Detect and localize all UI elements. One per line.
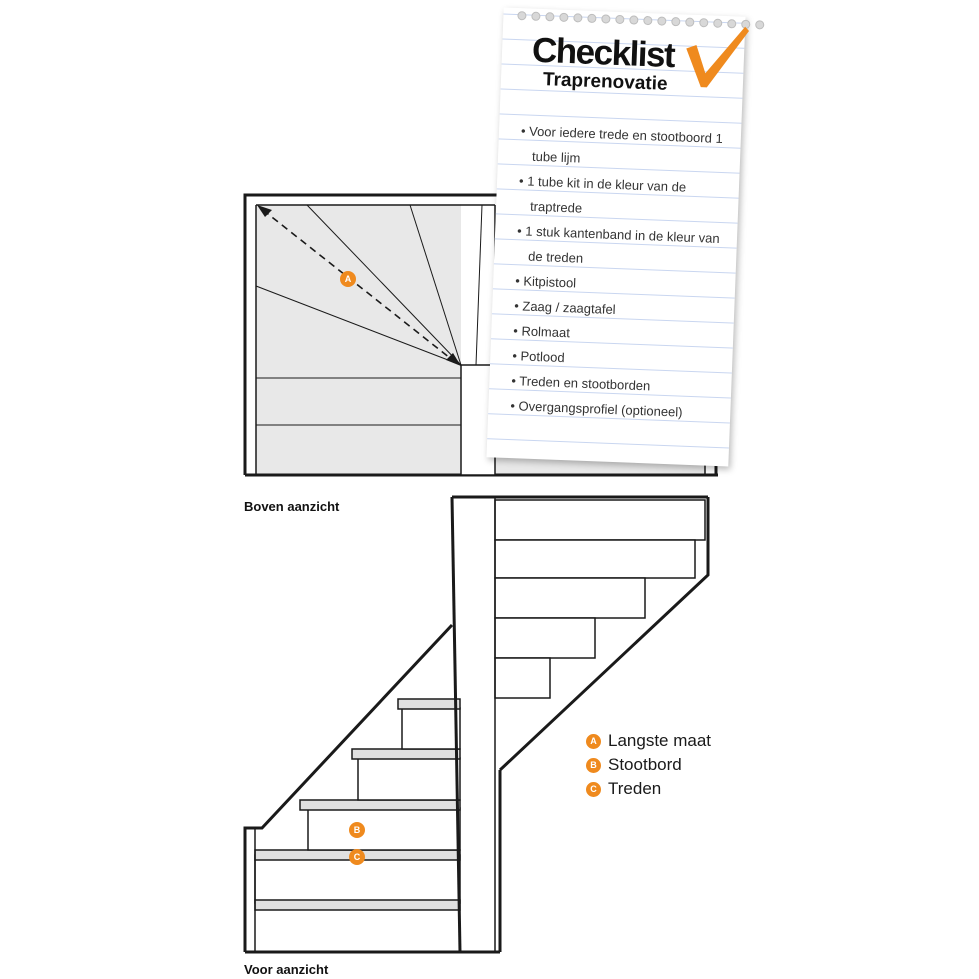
legend-text-c: Treden — [608, 779, 662, 798]
checklist-items — [510, 118, 731, 426]
front-view-label: Voor aanzicht — [244, 962, 329, 977]
upper-riser-2 — [495, 540, 695, 578]
checklist-item: • Zaag / zaagtafel — [514, 298, 616, 318]
top-view-fill — [256, 205, 461, 475]
checklist-item: • Overgangsprofiel (optioneel) — [510, 398, 683, 420]
checklist-subtitle: Traprenovatie — [542, 69, 668, 95]
checklist-item: • Kitpistool — [514, 273, 577, 291]
lower-tread-3 — [352, 749, 460, 759]
legend-text-a: Langste maat — [608, 731, 712, 750]
checklist-item: • 1 tube kit in de kleur van de traptrede — [518, 173, 687, 216]
marker-a: A — [340, 271, 356, 287]
front-view — [245, 497, 708, 952]
upper-flight — [495, 500, 705, 698]
upper-riser-5 — [495, 658, 550, 698]
legend-badge-a: A — [586, 734, 601, 749]
lower-riser-3 — [358, 758, 460, 800]
legend-row-a — [586, 729, 711, 753]
checklist-note — [486, 8, 745, 467]
upper-riser-4 — [495, 618, 595, 658]
legend-badge-b: B — [586, 758, 601, 773]
legend — [586, 729, 711, 801]
winder-line-4 — [476, 205, 482, 365]
legend-row-c — [586, 777, 711, 801]
checkmark-icon — [681, 20, 754, 93]
upper-riser-3 — [495, 578, 645, 618]
lower-riser-2 — [308, 808, 460, 850]
checklist-item: • Rolmaat — [513, 323, 571, 341]
legend-badge-c: C — [586, 782, 601, 797]
top-view-label: Boven aanzicht — [244, 499, 340, 514]
legend-row-b — [586, 753, 711, 777]
legend-text-b: Stootbord — [608, 755, 682, 774]
marker-c: C — [349, 849, 365, 865]
checklist-item: • 1 stuk kantenband in de kleur van de treden — [516, 223, 720, 266]
checklist-item: • Treden en stootborden — [511, 373, 651, 394]
lower-tread-2 — [300, 800, 460, 810]
upper-riser-1 — [495, 500, 705, 540]
lower-riser-4 — [402, 708, 460, 749]
lower-tread-4 — [398, 699, 460, 709]
checklist-title: Checklist — [531, 30, 675, 76]
lower-tread-0 — [255, 900, 460, 910]
checklist-item: • Potlood — [512, 348, 565, 366]
checklist-item: • Voor iedere trede en stootboord 1 tube lijm — [520, 123, 724, 166]
marker-b: B — [349, 822, 365, 838]
